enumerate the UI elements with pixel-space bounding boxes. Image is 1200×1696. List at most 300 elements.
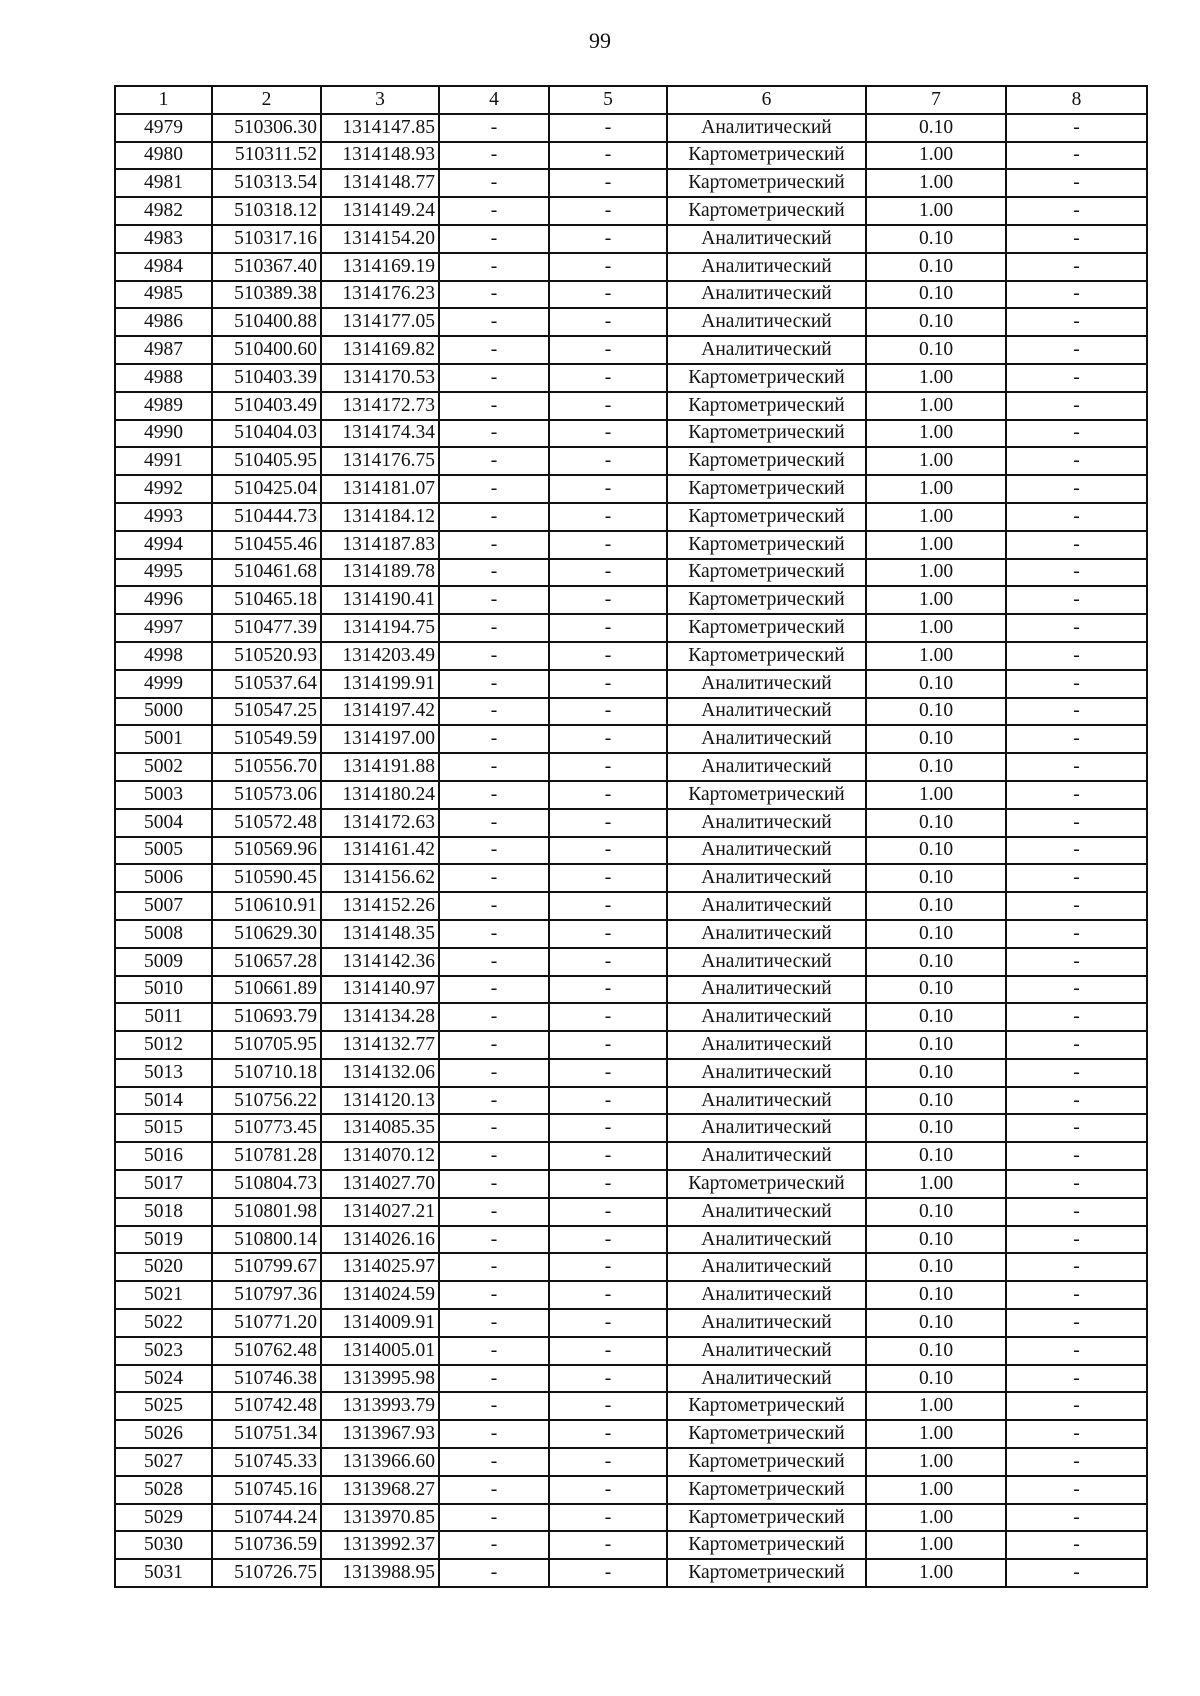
table-row xyxy=(115,336,1147,364)
x-coordinate-cell: 510590.45 xyxy=(212,864,321,892)
x-coordinate-cell: 510799.67 xyxy=(212,1253,321,1281)
col8-cell: - xyxy=(1006,1253,1147,1281)
col8-cell: - xyxy=(1006,1559,1147,1587)
point-number-cell: 5029 xyxy=(115,1504,212,1532)
table-row xyxy=(115,253,1147,281)
col8-cell: - xyxy=(1006,169,1147,197)
col8-cell: - xyxy=(1006,586,1147,614)
point-number-cell: 5009 xyxy=(115,948,212,976)
x-coordinate-cell: 510804.73 xyxy=(212,1170,321,1198)
point-number-cell: 4999 xyxy=(115,670,212,698)
column-header: 5 xyxy=(549,86,667,114)
point-number-cell: 5008 xyxy=(115,920,212,948)
col5-cell: - xyxy=(549,1309,667,1337)
y-coordinate-cell: 1314172.63 xyxy=(321,809,439,837)
x-coordinate-cell: 510745.33 xyxy=(212,1448,321,1476)
method-cell: Аналитический xyxy=(667,725,866,753)
accuracy-cell: 0.10 xyxy=(866,1253,1006,1281)
accuracy-cell: 0.10 xyxy=(866,920,1006,948)
y-coordinate-cell: 1314134.28 xyxy=(321,1003,439,1031)
accuracy-cell: 0.10 xyxy=(866,1309,1006,1337)
col8-cell: - xyxy=(1006,725,1147,753)
method-cell: Картометрический xyxy=(667,475,866,503)
method-cell: Аналитический xyxy=(667,336,866,364)
col4-cell: - xyxy=(439,114,549,142)
col8-cell: - xyxy=(1006,225,1147,253)
y-coordinate-cell: 1314184.12 xyxy=(321,503,439,531)
col5-cell: - xyxy=(549,1142,667,1170)
table-row xyxy=(115,1281,1147,1309)
col5-cell: - xyxy=(549,1003,667,1031)
accuracy-cell: 0.10 xyxy=(866,837,1006,865)
y-coordinate-cell: 1314190.41 xyxy=(321,586,439,614)
col8-cell: - xyxy=(1006,1142,1147,1170)
x-coordinate-cell: 510537.64 xyxy=(212,670,321,698)
method-cell: Аналитический xyxy=(667,1253,866,1281)
col8-cell: - xyxy=(1006,1448,1147,1476)
table-row xyxy=(115,559,1147,587)
col4-cell: - xyxy=(439,1365,549,1393)
table-row xyxy=(115,586,1147,614)
col8-cell: - xyxy=(1006,1504,1147,1532)
y-coordinate-cell: 1314085.35 xyxy=(321,1114,439,1142)
accuracy-cell: 0.10 xyxy=(866,1337,1006,1365)
col4-cell: - xyxy=(439,225,549,253)
x-coordinate-cell: 510736.59 xyxy=(212,1531,321,1559)
col4-cell: - xyxy=(439,336,549,364)
col5-cell: - xyxy=(549,864,667,892)
accuracy-cell: 1.00 xyxy=(866,559,1006,587)
accuracy-cell: 1.00 xyxy=(866,364,1006,392)
col4-cell: - xyxy=(439,1476,549,1504)
col4-cell: - xyxy=(439,420,549,448)
point-number-cell: 4982 xyxy=(115,197,212,225)
col8-cell: - xyxy=(1006,1281,1147,1309)
col5-cell: - xyxy=(549,142,667,170)
col8-cell: - xyxy=(1006,1087,1147,1115)
table-row xyxy=(115,698,1147,726)
col5-cell: - xyxy=(549,447,667,475)
table-row xyxy=(115,1198,1147,1226)
col4-cell: - xyxy=(439,948,549,976)
accuracy-cell: 0.10 xyxy=(866,253,1006,281)
accuracy-cell: 1.00 xyxy=(866,781,1006,809)
col5-cell: - xyxy=(549,1531,667,1559)
col8-cell: - xyxy=(1006,614,1147,642)
x-coordinate-cell: 510744.24 xyxy=(212,1504,321,1532)
col5-cell: - xyxy=(549,420,667,448)
point-number-cell: 5026 xyxy=(115,1420,212,1448)
col5-cell: - xyxy=(549,809,667,837)
x-coordinate-cell: 510610.91 xyxy=(212,892,321,920)
x-coordinate-cell: 510461.68 xyxy=(212,559,321,587)
col5-cell: - xyxy=(549,1281,667,1309)
col8-cell: - xyxy=(1006,1226,1147,1254)
col4-cell: - xyxy=(439,447,549,475)
col5-cell: - xyxy=(549,114,667,142)
accuracy-cell: 0.10 xyxy=(866,1031,1006,1059)
point-number-cell: 4990 xyxy=(115,420,212,448)
col5-cell: - xyxy=(549,1170,667,1198)
x-coordinate-cell: 510400.60 xyxy=(212,336,321,364)
y-coordinate-cell: 1314161.42 xyxy=(321,837,439,865)
method-cell: Аналитический xyxy=(667,892,866,920)
column-header: 2 xyxy=(212,86,321,114)
accuracy-cell: 0.10 xyxy=(866,308,1006,336)
accuracy-cell: 0.10 xyxy=(866,1226,1006,1254)
col8-cell: - xyxy=(1006,1114,1147,1142)
point-number-cell: 4985 xyxy=(115,281,212,309)
table-row xyxy=(115,1337,1147,1365)
accuracy-cell: 1.00 xyxy=(866,1420,1006,1448)
x-coordinate-cell: 510751.34 xyxy=(212,1420,321,1448)
accuracy-cell: 1.00 xyxy=(866,1531,1006,1559)
col5-cell: - xyxy=(549,892,667,920)
accuracy-cell: 1.00 xyxy=(866,1392,1006,1420)
accuracy-cell: 1.00 xyxy=(866,392,1006,420)
point-number-cell: 4997 xyxy=(115,614,212,642)
col4-cell: - xyxy=(439,920,549,948)
col4-cell: - xyxy=(439,142,549,170)
method-cell: Аналитический xyxy=(667,948,866,976)
col8-cell: - xyxy=(1006,1531,1147,1559)
col4-cell: - xyxy=(439,1337,549,1365)
accuracy-cell: 0.10 xyxy=(866,1114,1006,1142)
x-coordinate-cell: 510797.36 xyxy=(212,1281,321,1309)
method-cell: Картометрический xyxy=(667,559,866,587)
table-row xyxy=(115,753,1147,781)
y-coordinate-cell: 1314172.73 xyxy=(321,392,439,420)
x-coordinate-cell: 510317.16 xyxy=(212,225,321,253)
x-coordinate-cell: 510742.48 xyxy=(212,1392,321,1420)
y-coordinate-cell: 1314152.26 xyxy=(321,892,439,920)
method-cell: Картометрический xyxy=(667,1448,866,1476)
col4-cell: - xyxy=(439,1420,549,1448)
accuracy-cell: 1.00 xyxy=(866,1559,1006,1587)
accuracy-cell: 1.00 xyxy=(866,420,1006,448)
y-coordinate-cell: 1314189.78 xyxy=(321,559,439,587)
col5-cell: - xyxy=(549,1059,667,1087)
col8-cell: - xyxy=(1006,642,1147,670)
x-coordinate-cell: 510403.39 xyxy=(212,364,321,392)
x-coordinate-cell: 510569.96 xyxy=(212,837,321,865)
accuracy-cell: 0.10 xyxy=(866,892,1006,920)
col4-cell: - xyxy=(439,1003,549,1031)
col8-cell: - xyxy=(1006,1059,1147,1087)
col5-cell: - xyxy=(549,197,667,225)
x-coordinate-cell: 510693.79 xyxy=(212,1003,321,1031)
accuracy-cell: 0.10 xyxy=(866,753,1006,781)
table-row xyxy=(115,197,1147,225)
accuracy-cell: 1.00 xyxy=(866,1448,1006,1476)
col4-cell: - xyxy=(439,559,549,587)
col5-cell: - xyxy=(549,392,667,420)
method-cell: Аналитический xyxy=(667,281,866,309)
col4-cell: - xyxy=(439,1142,549,1170)
accuracy-cell: 1.00 xyxy=(866,503,1006,531)
table-row xyxy=(115,920,1147,948)
col4-cell: - xyxy=(439,837,549,865)
coordinates-table xyxy=(114,85,1148,1588)
col8-cell: - xyxy=(1006,1392,1147,1420)
y-coordinate-cell: 1313988.95 xyxy=(321,1559,439,1587)
point-number-cell: 5021 xyxy=(115,1281,212,1309)
col8-cell: - xyxy=(1006,920,1147,948)
col5-cell: - xyxy=(549,614,667,642)
col8-cell: - xyxy=(1006,670,1147,698)
col8-cell: - xyxy=(1006,698,1147,726)
method-cell: Картометрический xyxy=(667,1420,866,1448)
method-cell: Картометрический xyxy=(667,169,866,197)
y-coordinate-cell: 1314194.75 xyxy=(321,614,439,642)
point-number-cell: 5025 xyxy=(115,1392,212,1420)
table-row xyxy=(115,1420,1147,1448)
accuracy-cell: 1.00 xyxy=(866,1476,1006,1504)
method-cell: Аналитический xyxy=(667,308,866,336)
col5-cell: - xyxy=(549,1448,667,1476)
point-number-cell: 5007 xyxy=(115,892,212,920)
y-coordinate-cell: 1314025.97 xyxy=(321,1253,439,1281)
accuracy-cell: 0.10 xyxy=(866,336,1006,364)
col8-cell: - xyxy=(1006,948,1147,976)
col4-cell: - xyxy=(439,197,549,225)
column-header: 8 xyxy=(1006,86,1147,114)
col8-cell: - xyxy=(1006,392,1147,420)
col8-cell: - xyxy=(1006,837,1147,865)
x-coordinate-cell: 510771.20 xyxy=(212,1309,321,1337)
point-number-cell: 5019 xyxy=(115,1226,212,1254)
method-cell: Картометрический xyxy=(667,1531,866,1559)
y-coordinate-cell: 1314148.77 xyxy=(321,169,439,197)
col4-cell: - xyxy=(439,698,549,726)
accuracy-cell: 0.10 xyxy=(866,976,1006,1004)
col5-cell: - xyxy=(549,531,667,559)
method-cell: Картометрический xyxy=(667,420,866,448)
y-coordinate-cell: 1314169.82 xyxy=(321,336,439,364)
method-cell: Аналитический xyxy=(667,1114,866,1142)
col8-cell: - xyxy=(1006,1476,1147,1504)
y-coordinate-cell: 1314170.53 xyxy=(321,364,439,392)
accuracy-cell: 0.10 xyxy=(866,1003,1006,1031)
table-row xyxy=(115,1448,1147,1476)
col5-cell: - xyxy=(549,559,667,587)
y-coordinate-cell: 1313966.60 xyxy=(321,1448,439,1476)
point-number-cell: 5000 xyxy=(115,698,212,726)
point-number-cell: 5022 xyxy=(115,1309,212,1337)
column-header: 4 xyxy=(439,86,549,114)
method-cell: Аналитический xyxy=(667,1337,866,1365)
method-cell: Аналитический xyxy=(667,1281,866,1309)
col4-cell: - xyxy=(439,364,549,392)
col5-cell: - xyxy=(549,1226,667,1254)
col8-cell: - xyxy=(1006,1031,1147,1059)
y-coordinate-cell: 1314070.12 xyxy=(321,1142,439,1170)
col5-cell: - xyxy=(549,1365,667,1393)
col8-cell: - xyxy=(1006,1003,1147,1031)
col8-cell: - xyxy=(1006,114,1147,142)
y-coordinate-cell: 1314142.36 xyxy=(321,948,439,976)
col8-cell: - xyxy=(1006,281,1147,309)
table-row xyxy=(115,670,1147,698)
y-coordinate-cell: 1314148.93 xyxy=(321,142,439,170)
col5-cell: - xyxy=(549,308,667,336)
point-number-cell: 5018 xyxy=(115,1198,212,1226)
col4-cell: - xyxy=(439,809,549,837)
column-header: 3 xyxy=(321,86,439,114)
col5-cell: - xyxy=(549,1031,667,1059)
table-row xyxy=(115,169,1147,197)
accuracy-cell: 0.10 xyxy=(866,725,1006,753)
method-cell: Картометрический xyxy=(667,1504,866,1532)
column-header: 7 xyxy=(866,86,1006,114)
accuracy-cell: 1.00 xyxy=(866,197,1006,225)
x-coordinate-cell: 510367.40 xyxy=(212,253,321,281)
x-coordinate-cell: 510705.95 xyxy=(212,1031,321,1059)
col5-cell: - xyxy=(549,1504,667,1532)
table-row xyxy=(115,642,1147,670)
accuracy-cell: 1.00 xyxy=(866,531,1006,559)
table-row xyxy=(115,447,1147,475)
y-coordinate-cell: 1314180.24 xyxy=(321,781,439,809)
y-coordinate-cell: 1314156.62 xyxy=(321,864,439,892)
col8-cell: - xyxy=(1006,197,1147,225)
point-number-cell: 5015 xyxy=(115,1114,212,1142)
accuracy-cell: 1.00 xyxy=(866,614,1006,642)
point-number-cell: 5012 xyxy=(115,1031,212,1059)
table-row xyxy=(115,1170,1147,1198)
x-coordinate-cell: 510549.59 xyxy=(212,725,321,753)
col4-cell: - xyxy=(439,1031,549,1059)
method-cell: Картометрический xyxy=(667,447,866,475)
col5-cell: - xyxy=(549,503,667,531)
x-coordinate-cell: 510318.12 xyxy=(212,197,321,225)
accuracy-cell: 1.00 xyxy=(866,447,1006,475)
y-coordinate-cell: 1314149.24 xyxy=(321,197,439,225)
column-header: 6 xyxy=(667,86,866,114)
col4-cell: - xyxy=(439,1281,549,1309)
y-coordinate-cell: 1314177.05 xyxy=(321,308,439,336)
page-number: 99 xyxy=(589,28,611,53)
point-number-cell: 5023 xyxy=(115,1337,212,1365)
method-cell: Аналитический xyxy=(667,1031,866,1059)
x-coordinate-cell: 510403.49 xyxy=(212,392,321,420)
table-header xyxy=(115,86,1147,114)
x-coordinate-cell: 510556.70 xyxy=(212,753,321,781)
point-number-cell: 5014 xyxy=(115,1087,212,1115)
col4-cell: - xyxy=(439,392,549,420)
table-row xyxy=(115,614,1147,642)
accuracy-cell: 0.10 xyxy=(866,1087,1006,1115)
point-number-cell: 5010 xyxy=(115,976,212,1004)
method-cell: Аналитический xyxy=(667,1226,866,1254)
col5-cell: - xyxy=(549,753,667,781)
y-coordinate-cell: 1314176.23 xyxy=(321,281,439,309)
x-coordinate-cell: 510444.73 xyxy=(212,503,321,531)
y-coordinate-cell: 1314027.70 xyxy=(321,1170,439,1198)
point-number-cell: 4983 xyxy=(115,225,212,253)
point-number-cell: 4992 xyxy=(115,475,212,503)
col8-cell: - xyxy=(1006,1420,1147,1448)
accuracy-cell: 1.00 xyxy=(866,169,1006,197)
col8-cell: - xyxy=(1006,1198,1147,1226)
table-row xyxy=(115,1114,1147,1142)
col8-cell: - xyxy=(1006,308,1147,336)
x-coordinate-cell: 510477.39 xyxy=(212,614,321,642)
col4-cell: - xyxy=(439,586,549,614)
col5-cell: - xyxy=(549,475,667,503)
col4-cell: - xyxy=(439,1114,549,1142)
method-cell: Картометрический xyxy=(667,392,866,420)
accuracy-cell: 0.10 xyxy=(866,698,1006,726)
col8-cell: - xyxy=(1006,475,1147,503)
col5-cell: - xyxy=(549,670,667,698)
col4-cell: - xyxy=(439,892,549,920)
point-number-cell: 5013 xyxy=(115,1059,212,1087)
header-row xyxy=(115,86,1147,114)
col5-cell: - xyxy=(549,781,667,809)
method-cell: Аналитический xyxy=(667,809,866,837)
method-cell: Картометрический xyxy=(667,1559,866,1587)
accuracy-cell: 0.10 xyxy=(866,1142,1006,1170)
col4-cell: - xyxy=(439,475,549,503)
point-number-cell: 4995 xyxy=(115,559,212,587)
x-coordinate-cell: 510746.38 xyxy=(212,1365,321,1393)
col8-cell: - xyxy=(1006,336,1147,364)
accuracy-cell: 0.10 xyxy=(866,1198,1006,1226)
col5-cell: - xyxy=(549,1476,667,1504)
method-cell: Картометрический xyxy=(667,642,866,670)
y-coordinate-cell: 1314024.59 xyxy=(321,1281,439,1309)
col4-cell: - xyxy=(439,670,549,698)
method-cell: Аналитический xyxy=(667,1087,866,1115)
x-coordinate-cell: 510801.98 xyxy=(212,1198,321,1226)
x-coordinate-cell: 510773.45 xyxy=(212,1114,321,1142)
accuracy-cell: 0.10 xyxy=(866,1281,1006,1309)
method-cell: Аналитический xyxy=(667,976,866,1004)
x-coordinate-cell: 510781.28 xyxy=(212,1142,321,1170)
col4-cell: - xyxy=(439,642,549,670)
col5-cell: - xyxy=(549,1253,667,1281)
col5-cell: - xyxy=(549,1392,667,1420)
method-cell: Картометрический xyxy=(667,197,866,225)
point-number-cell: 4994 xyxy=(115,531,212,559)
col5-cell: - xyxy=(549,1198,667,1226)
x-coordinate-cell: 510306.30 xyxy=(212,114,321,142)
table-row xyxy=(115,1476,1147,1504)
x-coordinate-cell: 510629.30 xyxy=(212,920,321,948)
method-cell: Картометрический xyxy=(667,1392,866,1420)
col5-cell: - xyxy=(549,920,667,948)
col4-cell: - xyxy=(439,753,549,781)
y-coordinate-cell: 1314199.91 xyxy=(321,670,439,698)
col4-cell: - xyxy=(439,725,549,753)
accuracy-cell: 0.10 xyxy=(866,864,1006,892)
col5-cell: - xyxy=(549,364,667,392)
col8-cell: - xyxy=(1006,253,1147,281)
x-coordinate-cell: 510745.16 xyxy=(212,1476,321,1504)
y-coordinate-cell: 1314026.16 xyxy=(321,1226,439,1254)
table-row xyxy=(115,1392,1147,1420)
x-coordinate-cell: 510800.14 xyxy=(212,1226,321,1254)
point-number-cell: 4986 xyxy=(115,308,212,336)
table-row xyxy=(115,1309,1147,1337)
table-row xyxy=(115,1559,1147,1587)
col4-cell: - xyxy=(439,1170,549,1198)
col4-cell: - xyxy=(439,1448,549,1476)
x-coordinate-cell: 510573.06 xyxy=(212,781,321,809)
method-cell: Аналитический xyxy=(667,253,866,281)
point-number-cell: 5016 xyxy=(115,1142,212,1170)
